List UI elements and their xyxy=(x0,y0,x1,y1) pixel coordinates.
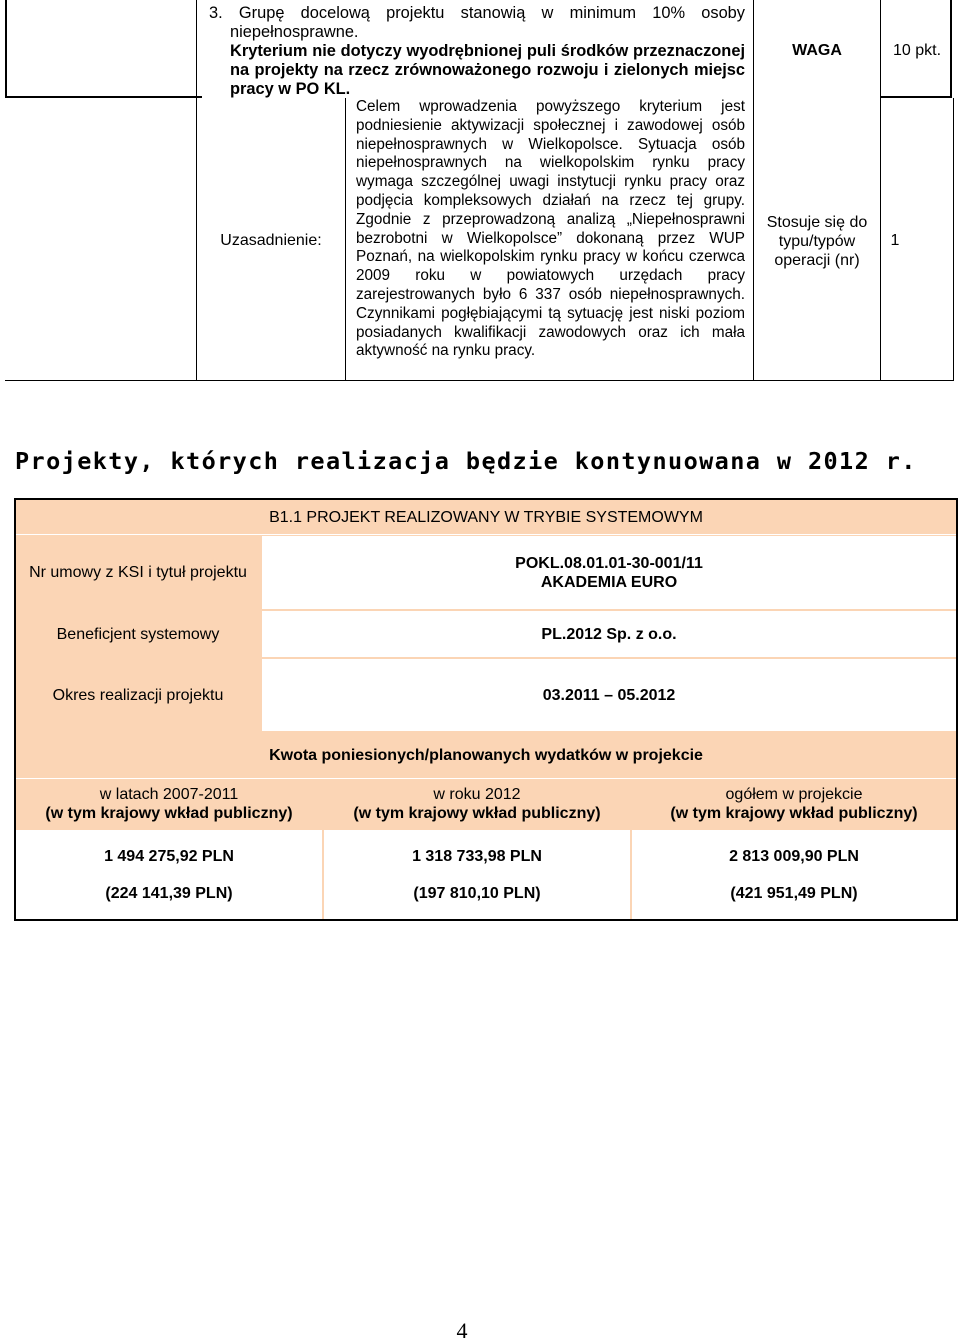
contract-title: AKADEMIA EURO xyxy=(540,573,678,591)
page-number: 4 xyxy=(456,1318,468,1343)
cost-period: ogółem w projekcie xyxy=(725,786,863,803)
weight-label: WAGA xyxy=(792,41,842,59)
criterion-exclusion: pracy w PO KL. xyxy=(230,80,351,98)
project-type-header: B1.1 PROJEKT REALIZOWANY W TRYBIE SYSTEMOWYM xyxy=(16,500,956,534)
justification-text xyxy=(356,98,745,361)
contract-value xyxy=(262,536,956,609)
cost-value xyxy=(16,830,322,919)
cost-value xyxy=(324,830,630,919)
cost-public-amount: (224 141,39 PLN) xyxy=(105,884,233,902)
applies-to-value: 1 xyxy=(890,231,900,249)
contract-label: Nr umowy z KSI i tytuł projektu xyxy=(16,536,260,609)
applies-to-label: Stosuje się do typu/typów operacji (nr) xyxy=(766,213,868,269)
cost-period: w roku 2012 xyxy=(433,786,521,803)
cost-public-note: (w tym krajowy wkład publiczny) xyxy=(353,805,601,822)
criterion-line: Grupę docelową projektu stanowią w minimum 10% osoby xyxy=(238,4,745,22)
contract-number: POKL.08.01.01-30-001/11 xyxy=(515,554,703,572)
criterion-exclusion: na projekty na rzecz zrównoważonego rozwoju i zielonych miejsc xyxy=(230,61,745,79)
criterion-number: 3. xyxy=(209,4,223,22)
cost-public-note: (w tym krajowy wkład publiczny) xyxy=(45,805,293,822)
cost-public-amount: (421 951,49 PLN) xyxy=(730,884,858,902)
criteria-frame-bottom-right xyxy=(880,96,952,98)
cost-column-title xyxy=(324,780,630,828)
criterion-line: niepełnosprawne. xyxy=(230,23,359,41)
criterion-description xyxy=(209,4,745,99)
cost-public-amount: (197 810,10 PLN) xyxy=(413,884,541,902)
cost-column-title xyxy=(632,780,956,828)
cost-public-note: (w tym krajowy wkład publiczny) xyxy=(670,805,918,822)
criteria-frame-bottom xyxy=(5,96,202,98)
cost-amount: 1 494 275,92 PLN xyxy=(104,847,234,865)
divider xyxy=(196,0,197,381)
divider xyxy=(16,778,956,779)
cost-amount: 1 318 733,98 PLN xyxy=(412,847,542,865)
divider xyxy=(5,380,954,381)
divider xyxy=(16,534,956,535)
criteria-frame-left xyxy=(5,0,7,98)
beneficiary-label: Beneficjent systemowy xyxy=(16,611,260,657)
cost-value xyxy=(632,830,956,919)
weight-value: 10 pkt. xyxy=(892,41,942,59)
period-value: 03.2011 – 05.2012 xyxy=(262,659,956,731)
cost-amount: 2 813 009,90 PLN xyxy=(729,847,859,865)
costs-header: Kwota poniesionych/planowanych wydatków w projekcie xyxy=(16,733,956,778)
cost-period: w latach 2007-2011 xyxy=(99,786,239,803)
period-label: Okres realizacji projektu xyxy=(16,659,260,731)
section-heading: Projekty, których realizacja będzie kontynuowana w 2012 r. xyxy=(15,447,917,475)
divider xyxy=(953,98,954,381)
cost-column-title xyxy=(16,780,322,828)
criterion-exclusion: Kryterium nie dotyczy wyodrębnionej puli środków przeznaczonej xyxy=(230,42,745,60)
beneficiary-value: PL.2012 Sp. z o.o. xyxy=(262,611,956,657)
justification-label: Uzasadnienie: xyxy=(220,231,322,249)
divider xyxy=(345,98,346,381)
justification-paragraph: Celem wprowadzenia powyższego kryterium jest podniesienie aktywizacji społecznej i zawodowej osób niepełnosprawnych w Wielkopolsce. Sytuacja osób niepełnosprawnych na wielkopolskim rynku pracy wymaga szczególnej uwagi instytucji rynku pracy oraz podjęcia kompleksowych działań na rzecz tej grupy. Zgodnie z przeprowadzoną analizą „Niepełnosprawni bezrobotni w Wielkopolsce” dokonaną przez WUP Poznań, na wielkopolskim rynku pracy w końcu czerwca 2009 roku w powiatowych urzędach pracy zarejestrowanych było 6 337 osób niepełnosprawnych. Czynnikami pogłębiającymi tą sytuację jest niski poziom posiadanych kwalifikacji zawodowych oraz ich mała aktywność na rynku pracy. xyxy=(356,98,745,360)
